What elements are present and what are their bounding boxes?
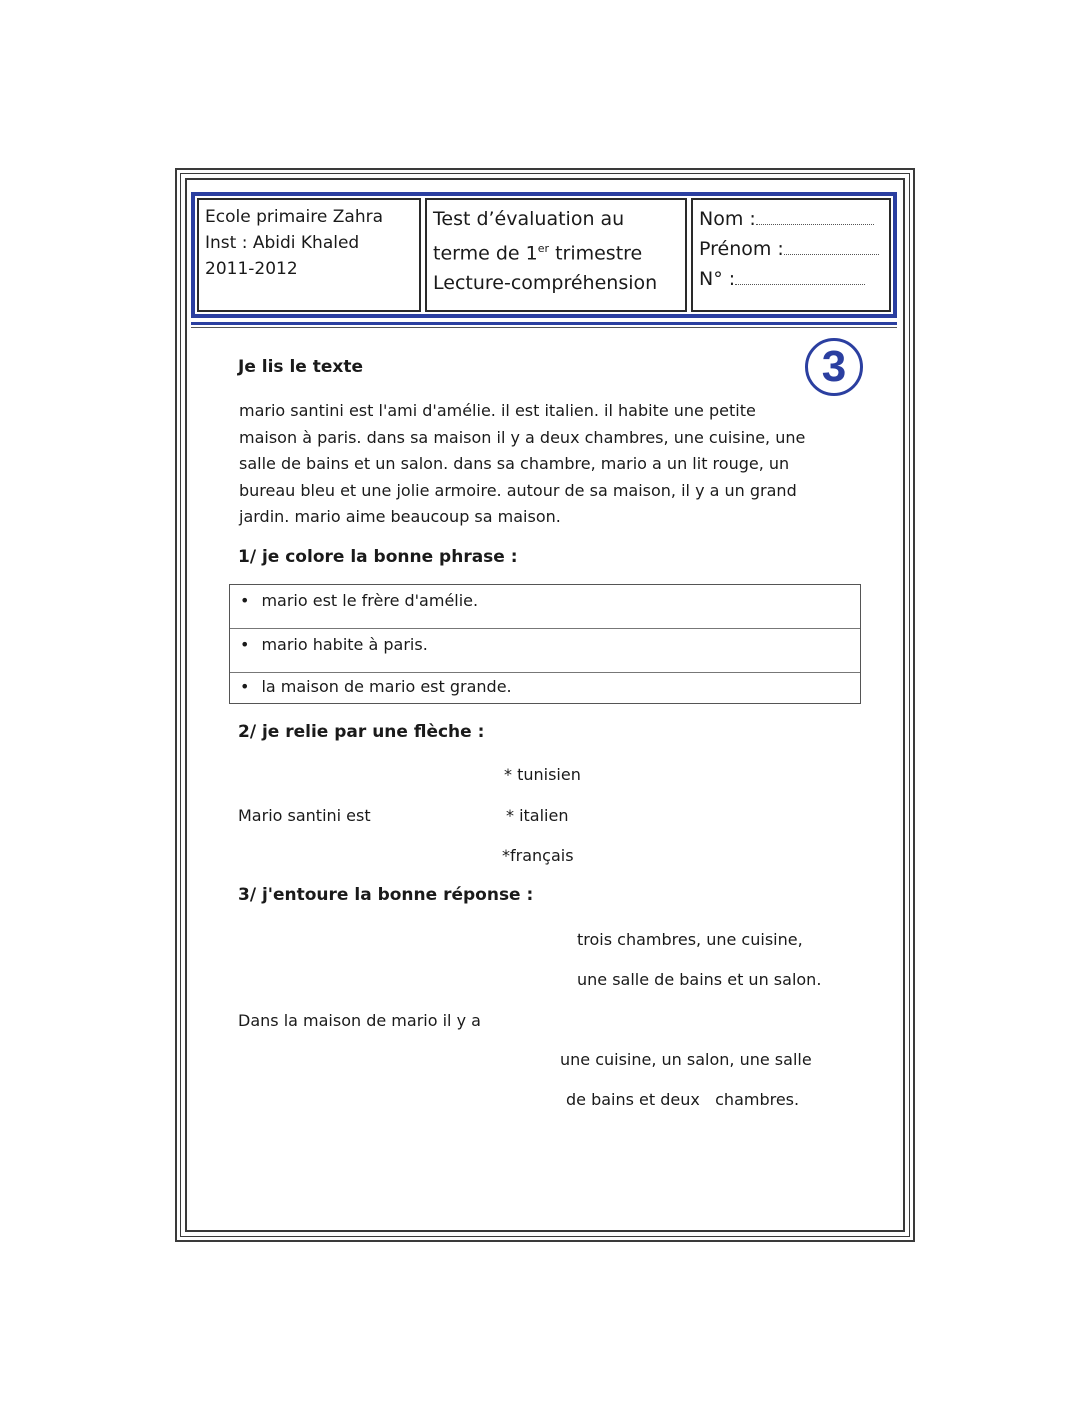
match-option-italien[interactable]: * italien <box>506 806 569 825</box>
school-year: 2011-2012 <box>205 259 298 279</box>
school-name: Ecole primaire Zahra <box>205 207 384 227</box>
option-row[interactable]: • mario habite à paris. <box>230 629 860 673</box>
answer-b-line1[interactable]: une cuisine, un salon, une salle <box>560 1050 812 1069</box>
test-title-line3: Lecture-compréhension <box>433 272 658 295</box>
reading-heading: Je lis le texte <box>238 357 364 377</box>
nom-field[interactable]: Nom : <box>699 204 883 234</box>
prenom-field[interactable]: Prénom : <box>699 234 883 264</box>
match-subject[interactable]: Mario santini est <box>238 806 371 825</box>
answer-a-line1[interactable]: trois chambres, une cuisine, <box>577 930 803 949</box>
match-option-tunisien[interactable]: * tunisien <box>504 765 581 784</box>
option-row[interactable]: • mario est le frère d'amélie. <box>230 585 860 629</box>
reading-line: salle de bains et un salon. dans sa chambre, mario a un lit rouge, un <box>239 454 790 473</box>
page-number-badge: 3 <box>805 338 863 396</box>
answer-b-line2[interactable]: de bains et deux chambres. <box>566 1090 800 1109</box>
reading-text <box>239 398 839 531</box>
test-title-line2: terme de 1er trimestre <box>433 242 643 265</box>
option-row[interactable]: • la maison de mario est grande. <box>240 677 512 696</box>
header-table <box>191 192 897 318</box>
inner-border <box>185 178 905 1232</box>
answer-a-line2[interactable]: une salle de bains et un salon. <box>577 970 822 989</box>
header-rule <box>191 322 897 325</box>
test-title-line1: Test d’évaluation au <box>433 208 625 230</box>
teacher-name: Inst : Abidi Khaled <box>205 233 360 253</box>
reading-line: jardin. mario aime beaucoup sa maison. <box>239 507 561 526</box>
match-option-francais[interactable]: *français <box>502 846 574 865</box>
school-info-cell <box>197 198 421 312</box>
question-1-options <box>229 584 861 704</box>
test-title-cell <box>425 198 687 312</box>
reading-line: mario santini est l'ami d'amélie. il est italien. il habite une petite <box>239 401 756 420</box>
question-3-title: 3/ j'entoure la bonne réponse : <box>238 885 534 905</box>
question-2-title: 2/ je relie par une flèche : <box>238 722 485 742</box>
student-info-cell <box>691 198 891 312</box>
question-1-title: 1/ je colore la bonne phrase : <box>238 547 518 567</box>
answer-subject: Dans la maison de mario il y a <box>238 1011 481 1030</box>
reading-line: maison à paris. dans sa maison il y a deux chambres, une cuisine, une <box>239 427 806 447</box>
reading-line: bureau bleu et une jolie armoire. autour de sa maison, il y a un grand <box>239 480 797 500</box>
header-rule-thin <box>191 327 897 328</box>
numero-field[interactable]: N° : <box>699 264 883 294</box>
